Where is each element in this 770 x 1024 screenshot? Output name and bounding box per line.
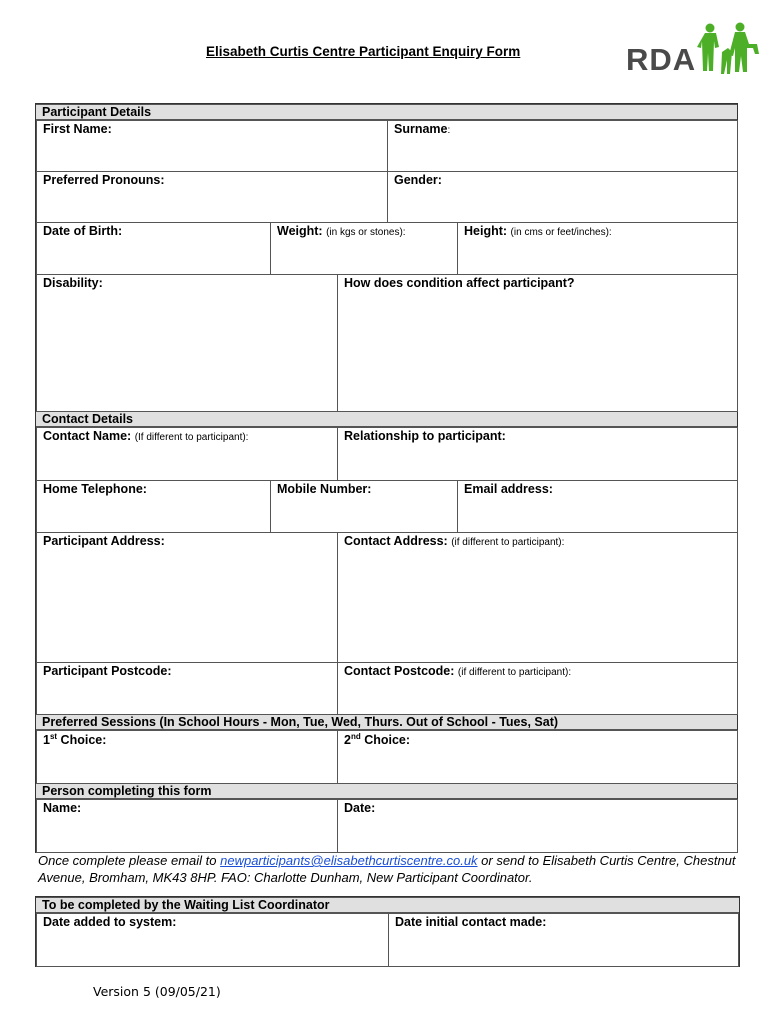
contact-postcode-note: (if different to participant): bbox=[457, 667, 572, 678]
email-address-label: Email address: bbox=[464, 482, 553, 496]
waiting-list-header: To be completed by the Waiting List Coordinator bbox=[36, 897, 739, 913]
height-label: Height: bbox=[464, 224, 508, 238]
first-choice-label: Choice: bbox=[57, 733, 107, 748]
contact-name-note: (If different to participant): bbox=[134, 432, 249, 443]
contact-details-header: Contact Details bbox=[36, 411, 737, 427]
second-choice-num: 2 bbox=[344, 733, 351, 748]
disability-label: Disability: bbox=[43, 276, 103, 290]
relationship-label: Relationship to participant: bbox=[344, 429, 506, 443]
participant-address-label: Participant Address: bbox=[43, 534, 165, 548]
rda-logo bbox=[626, 22, 766, 82]
contact-name-field[interactable] bbox=[36, 427, 338, 481]
participant-postcode-label: Participant Postcode: bbox=[43, 664, 172, 678]
weight-field[interactable] bbox=[270, 222, 458, 275]
home-telephone-field[interactable] bbox=[36, 480, 271, 533]
home-telephone-label: Home Telephone: bbox=[43, 482, 147, 496]
contact-name-label: Contact Name: bbox=[43, 429, 132, 443]
participant-address-field[interactable] bbox=[36, 532, 338, 663]
waiting-list-form bbox=[35, 896, 740, 967]
weight-label: Weight: bbox=[277, 224, 323, 238]
disability-field[interactable] bbox=[36, 274, 338, 412]
completer-date-label: Date: bbox=[344, 801, 376, 815]
dob-field[interactable] bbox=[36, 222, 271, 275]
participant-form bbox=[35, 103, 738, 853]
horse-riders-icon bbox=[696, 22, 762, 80]
participant-postcode-field[interactable] bbox=[36, 662, 338, 715]
dob-label: Date of Birth: bbox=[43, 224, 123, 238]
date-contact-label: Date initial contact made: bbox=[395, 915, 547, 929]
second-choice-field[interactable] bbox=[337, 730, 738, 784]
relationship-field[interactable] bbox=[337, 427, 738, 481]
first-name-label: First Name: bbox=[43, 122, 112, 136]
condition-label: How does condition affect participant? bbox=[344, 276, 575, 290]
date-contact-field[interactable] bbox=[388, 913, 739, 967]
date-added-field[interactable] bbox=[36, 913, 389, 967]
contact-postcode-label: Contact Postcode: bbox=[344, 664, 455, 678]
contact-address-note: (if different to participant): bbox=[451, 537, 565, 548]
completer-date-field[interactable] bbox=[337, 799, 738, 853]
email-address-field[interactable] bbox=[457, 480, 738, 533]
surname-label: Surname bbox=[394, 122, 448, 136]
contact-postcode-field[interactable] bbox=[337, 662, 738, 715]
second-choice-sup: nd bbox=[350, 732, 361, 741]
first-choice-num: 1 bbox=[43, 733, 50, 748]
height-note: (in cms or feet/inches): bbox=[510, 227, 612, 238]
completer-name-field[interactable] bbox=[36, 799, 338, 853]
version-text: Version 5 (09/05/21) bbox=[93, 984, 221, 999]
contact-address-field[interactable] bbox=[337, 532, 738, 663]
surname-field[interactable] bbox=[387, 120, 738, 172]
date-added-label: Date added to system: bbox=[43, 915, 177, 929]
gender-label: Gender: bbox=[394, 173, 442, 187]
submission-instructions bbox=[38, 852, 738, 886]
second-choice-label: Choice: bbox=[360, 733, 411, 748]
condition-field[interactable] bbox=[337, 274, 738, 412]
weight-note: (in kgs or stones): bbox=[326, 227, 406, 238]
completer-name-label: Name: bbox=[43, 801, 82, 815]
participant-details-header: Participant Details bbox=[36, 104, 737, 120]
note-suffix: or send to Elisabeth Curtis Centre, Chestnut Avenue, Bromham, MK43 8HP. FAO: Charlotte Dunham, New Participant Coordinator. bbox=[38, 853, 736, 885]
contact-address-label: Contact Address: bbox=[344, 534, 448, 548]
surname-colon: : bbox=[447, 125, 451, 136]
form-title: Elisabeth Curtis Centre Participant Enquiry Form bbox=[206, 44, 521, 59]
pronouns-label: Preferred Pronouns: bbox=[43, 173, 165, 187]
first-name-field[interactable] bbox=[36, 120, 388, 172]
person-completing-header: Person completing this form bbox=[36, 783, 737, 799]
pronouns-field[interactable] bbox=[36, 171, 388, 223]
preferred-sessions-header: Preferred Sessions (In School Hours - Mon, Tue, Wed, Thurs. Out of School - Tues, Sat) bbox=[36, 714, 737, 730]
email-link[interactable]: newparticipants@elisabethcurtiscentre.co.uk bbox=[220, 853, 478, 868]
logo-text: RDA bbox=[626, 42, 697, 77]
height-field[interactable] bbox=[457, 222, 738, 275]
note-prefix: Once complete please email to bbox=[38, 853, 221, 868]
gender-field[interactable] bbox=[387, 171, 738, 223]
first-choice-field[interactable] bbox=[36, 730, 338, 784]
first-choice-sup: st bbox=[49, 732, 58, 741]
mobile-number-label: Mobile Number: bbox=[277, 482, 372, 496]
mobile-number-field[interactable] bbox=[270, 480, 458, 533]
